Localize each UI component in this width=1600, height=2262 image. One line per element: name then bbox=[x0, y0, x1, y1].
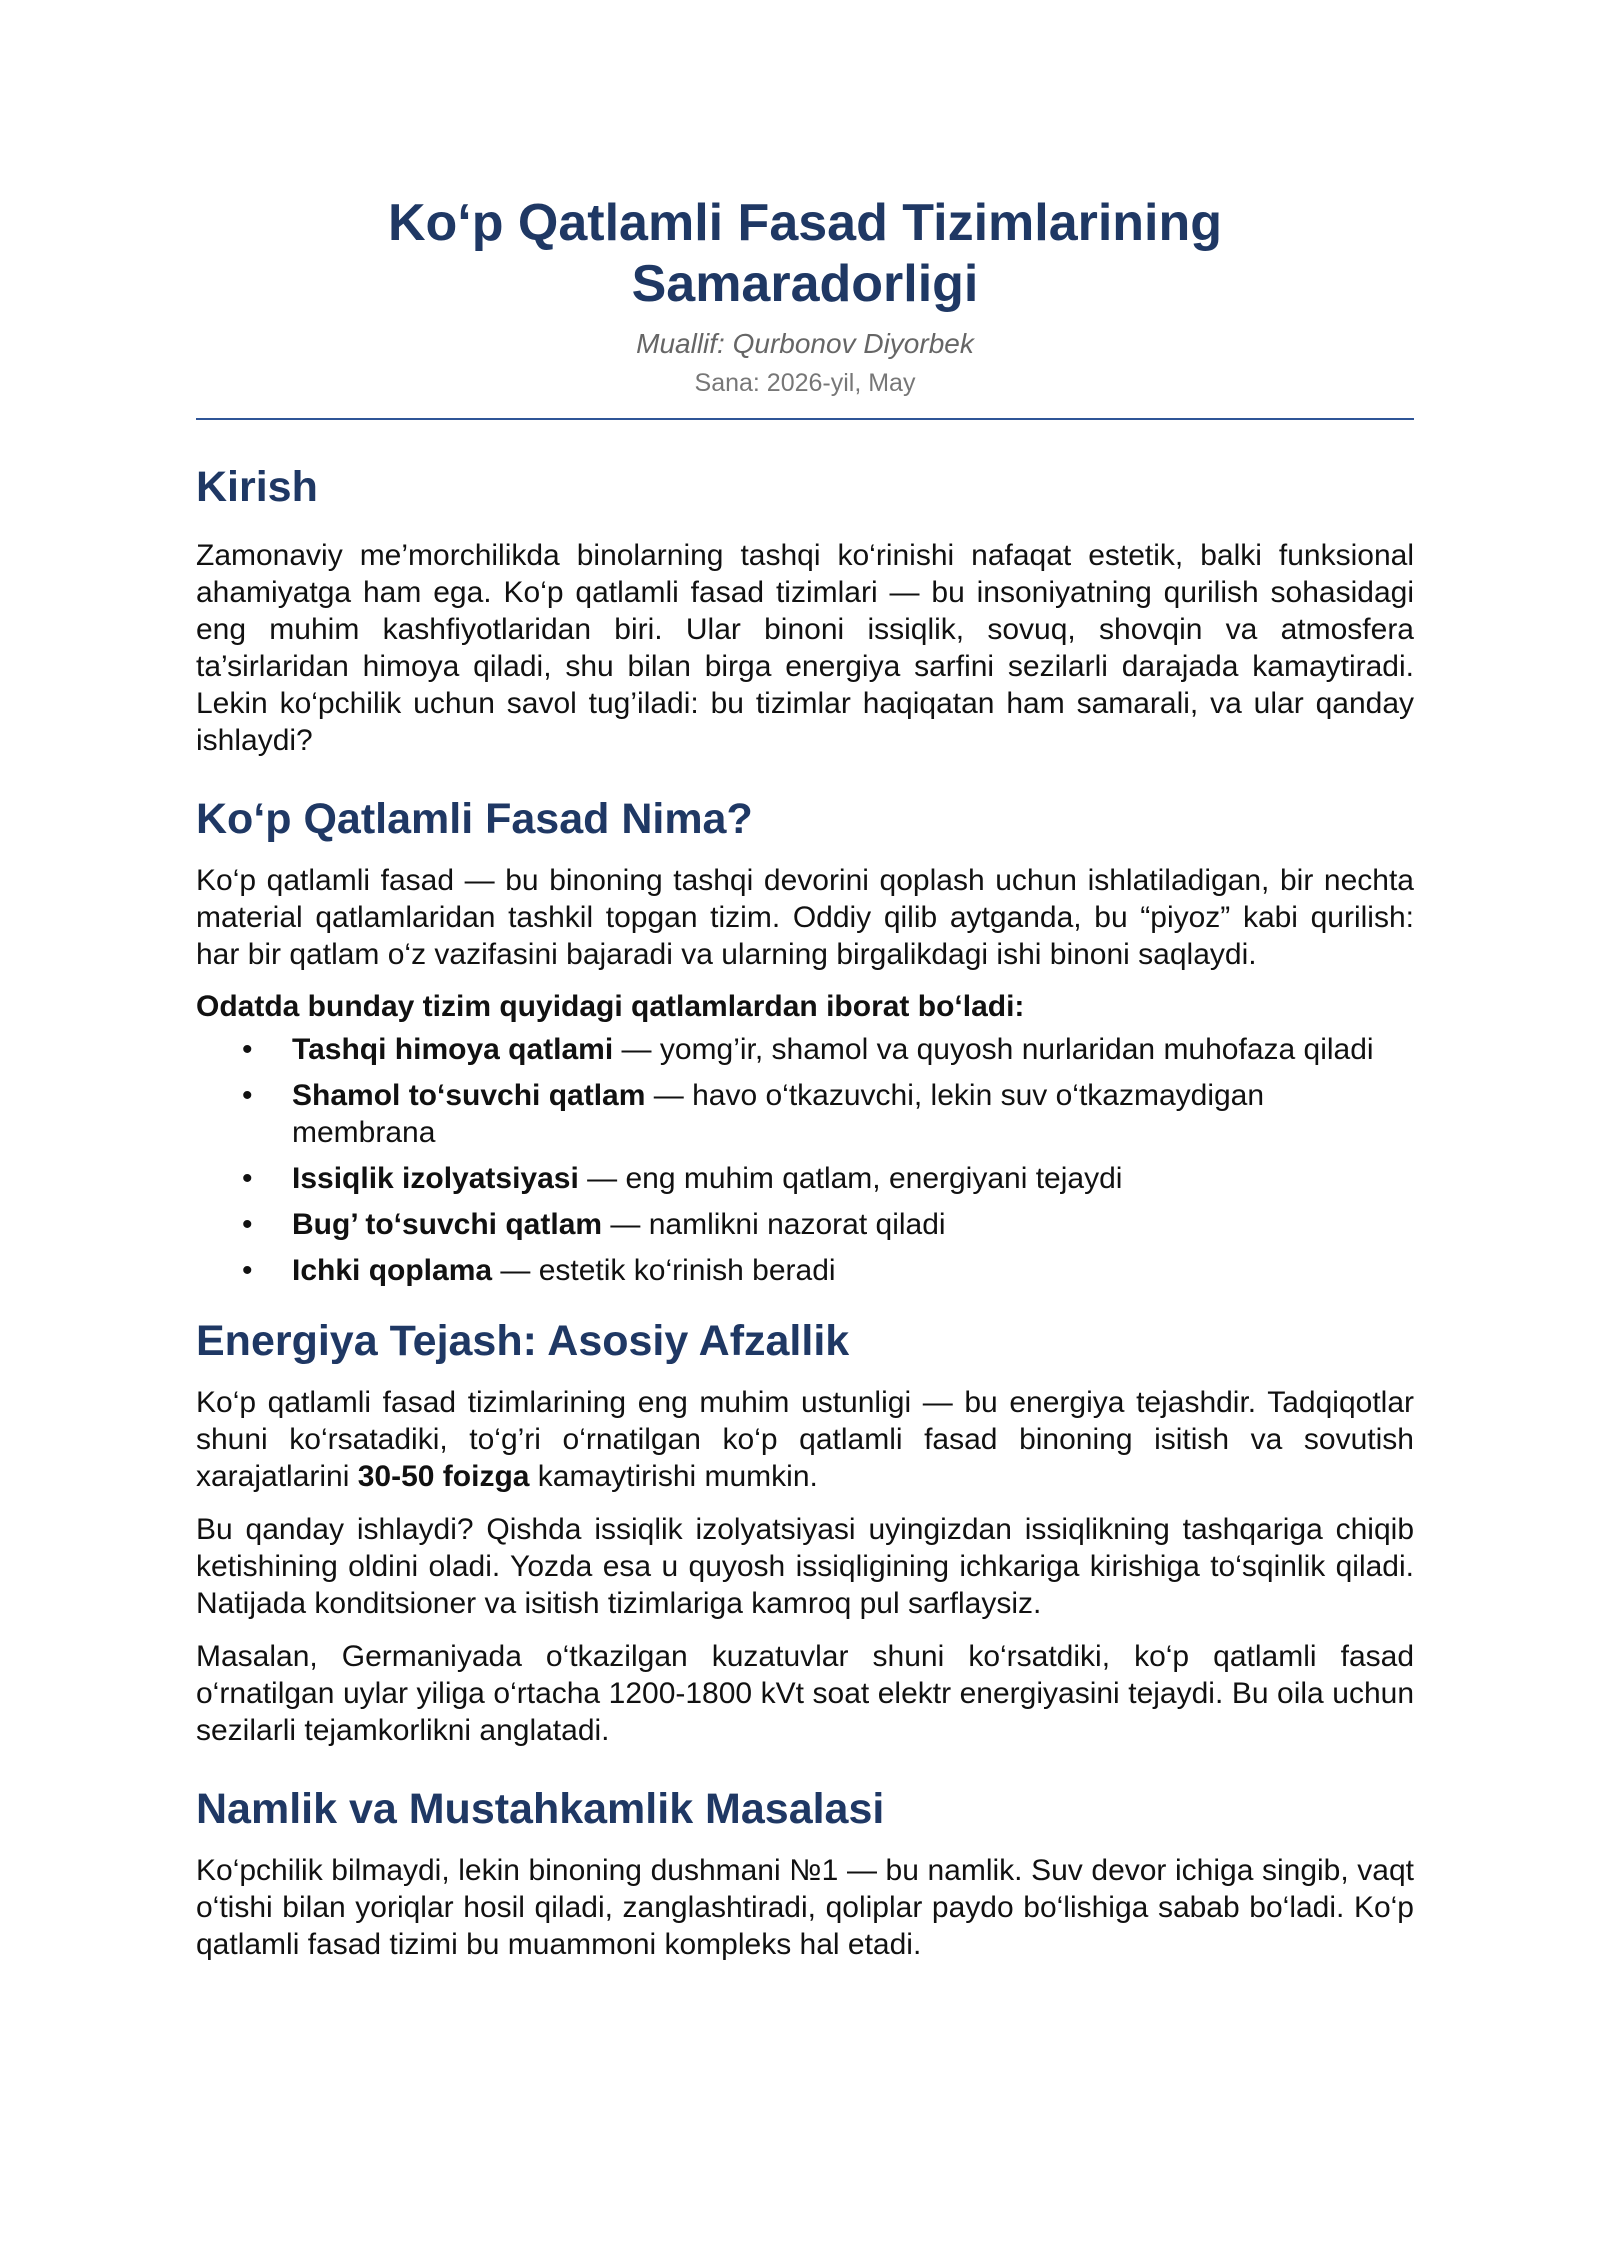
layer-term: Tashqi himoya qatlami bbox=[292, 1033, 614, 1066]
bullet-icon: • bbox=[242, 1079, 253, 1112]
layer-term: Ichki qoplama bbox=[292, 1254, 493, 1287]
layer-description: — eng muhim qatlam, energiyani tejaydi bbox=[578, 1162, 1123, 1195]
energy-paragraph-3: Masalan, Germaniyada o‘tkazilgan kuzatuvlar shuni ko‘rsatdiki, ko‘p qatlamli fasad o‘rnatilgan uylar yiliga o‘rtacha 1200-1800 kVt soat elektr energiyasini tejaydi. Bu oila uchun sezilarli tejamkorlikni anglatadi. bbox=[196, 1640, 1414, 1747]
list-item bbox=[196, 1077, 1414, 1151]
bullet-icon: • bbox=[242, 1208, 253, 1241]
intro-paragraph: Zamonaviy me’morchilikda binolarning tashqi ko‘rinishi nafaqat estetik, balki funksional ahamiyatga ham ega. Ko‘p qatlamli fasad tizimlari — bu insoniyatning qurilish sohasidagi eng muhim kashfiyotlaridan biri. Ular binoni issiqlik, sovuq, shovqin va atmosfera ta’sirlaridan himoya qiladi, shu bilan birga energiya sarfini sezilarli darajada kamaytiradi. Lekin ko‘pchilik uchun savol tug’iladi: bu tizimlar haqiqatan ham samarali, va ular qanday ishlaydi? bbox=[196, 539, 1414, 757]
energy-text-before: Ko‘p qatlamli fasad tizimlarining eng muhim ustunligi — bu energiya tejashdir. Tadqiqotlar shuni ko‘rsatadiki, to‘g’ri o‘rnatilgan ko‘p qatlamli fasad binoning isitish va sovutish xarajatlarini bbox=[196, 1386, 1414, 1493]
list-item bbox=[196, 1160, 1414, 1197]
list-item bbox=[196, 1206, 1414, 1243]
heading-what: Ko‘p Qatlamli Fasad Nima? bbox=[196, 795, 753, 843]
layers-list bbox=[196, 1031, 1414, 1289]
layer-description: — yomg’ir, shamol va quyosh nurlaridan muhofaza qiladi bbox=[613, 1033, 1374, 1066]
bullet-icon: • bbox=[242, 1162, 253, 1195]
energy-paragraph-1 bbox=[196, 1384, 1414, 1495]
document-title bbox=[196, 193, 1414, 315]
layers-lead: Odatda bunday tizim quyidagi qatlamlardan iborat bo‘ladi: bbox=[196, 990, 1025, 1023]
document-page bbox=[196, 0, 1414, 1963]
layer-term: Shamol to‘suvchi qatlam bbox=[292, 1079, 646, 1112]
layer-description: — namlikni nazorat qiladi bbox=[602, 1208, 946, 1241]
heading-moisture: Namlik va Mustahkamlik Masalasi bbox=[196, 1785, 885, 1833]
title-line-1: Ko‘p Qatlamli Fasad Tizimlarining bbox=[387, 194, 1223, 252]
heading-intro: Kirish bbox=[196, 463, 318, 511]
layer-term: Issiqlik izolyatsiyasi bbox=[292, 1162, 579, 1195]
energy-highlight: 30-50 foizga bbox=[357, 1460, 530, 1493]
energy-paragraph-2: Bu qanday ishlaydi? Qishda issiqlik izolyatsiyasi uyingizdan issiqlikning tashqariga chiqib ketishining oldini oladi. Yozda esa u quyosh issiqligining ichkariga kirishiga to‘sqinlik qiladi. Natijada konditsioner va isitish tizimlariga kamroq pul sarflaysiz. bbox=[196, 1513, 1414, 1620]
moisture-paragraph: Ko‘pchilik bilmaydi, lekin binoning dushmani №1 — bu namlik. Suv devor ichiga singib, vaqt o‘tishi bilan yoriqlar hosil qiladi, zanglashtiradi, qoliplar paydo bo‘lishiga sabab bo‘ladi. Ko‘p qatlamli fasad tizimi bu muammoni kompleks hal etadi. bbox=[196, 1854, 1414, 1961]
author-line: Muallif: Qurbonov Diyorbek bbox=[636, 328, 974, 359]
what-paragraph: Ko‘p qatlamli fasad — bu binoning tashqi devorini qoplash uchun ishlatiladigan, bir nechta material qatlamlaridan tashkil topgan tizim. Oddiy qilib aytganda, bu “piyoz” kabi qurilish: har bir qatlam o‘z vazifasini bajaradi va ularning birgalikdagi ishi binoni saqlaydi. bbox=[196, 864, 1414, 971]
list-item bbox=[196, 1252, 1414, 1289]
energy-text-after: kamaytirishi mumkin. bbox=[529, 1460, 818, 1493]
bullet-icon: • bbox=[242, 1254, 253, 1287]
title-line-2: Samaradorligi bbox=[631, 255, 979, 313]
layer-description: — estetik ko‘rinish beradi bbox=[492, 1254, 836, 1287]
bullet-icon: • bbox=[242, 1033, 253, 1066]
layer-term: Bug’ to‘suvchi qatlam bbox=[292, 1208, 603, 1241]
date-line: Sana: 2026-yil, May bbox=[694, 369, 916, 397]
list-item bbox=[196, 1031, 1414, 1068]
layer-description: — havo o‘tkazuvchi, lekin suv o‘tkazmaydigan membrana bbox=[292, 1079, 1265, 1149]
header-divider bbox=[196, 418, 1414, 420]
heading-energy: Energiya Tejash: Asosiy Afzallik bbox=[196, 1317, 850, 1365]
